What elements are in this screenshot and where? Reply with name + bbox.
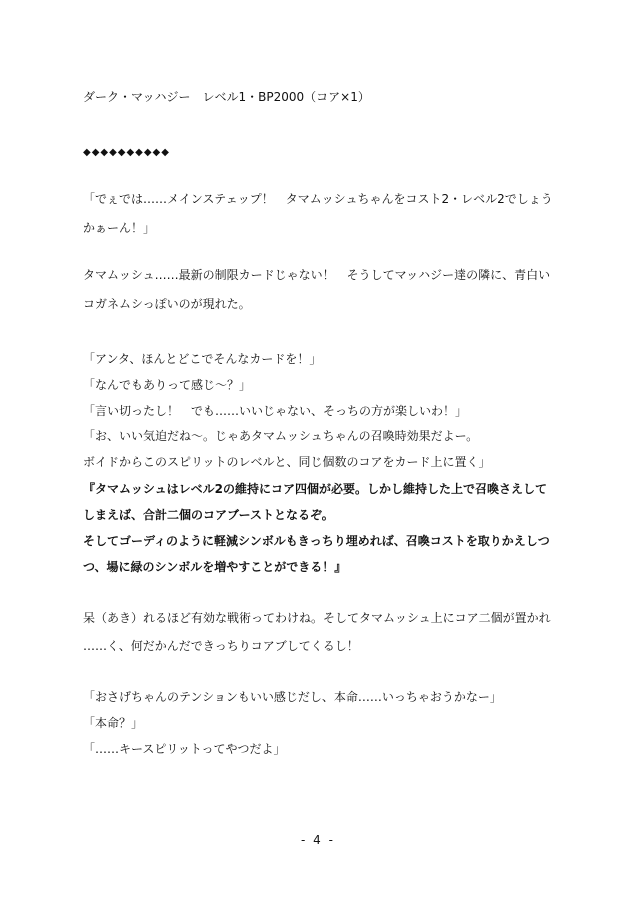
paragraph-line: ……く、何だかんだできっちりコアブしてくるし！ [83, 639, 359, 653]
dialogue-line: 「本命？」 [83, 716, 144, 730]
dialogue-line: 「言い切ったし！ でも……いいじゃない、そっちの方が楽しいわ！」 [83, 404, 468, 418]
paragraph-line: 呆（あき）れるほど有効な戦術ってわけね。そしてタマムッシュ上にコア二個が置かれ [83, 611, 551, 625]
scene-break-divider: ◆◆◆◆◆◆◆◆◆◆ [83, 147, 170, 158]
spirit-status-line: ダーク・マッハジー レベル1・BP2000（コア×1） [83, 90, 370, 104]
dialogue-line: 「お、いい気迫だね～。じゃあタマムッシュちゃんの召喚時効果だよー。 [83, 429, 479, 443]
paragraph-line: 「でぇでは……メインステェップ！ タマムッシュちゃんをコスト2・レベル2でしょう [83, 192, 553, 206]
narration-bold-line: つ、場に緑のシンボルを増やすことができる！』 [83, 560, 347, 574]
dialogue-line: 「おさげちゃんのテンションもいい感じだし、本命……いっちゃおうかなー」 [83, 690, 502, 704]
paragraph-line: コガネムシっぽいのが現れた。 [83, 297, 251, 311]
dialogue-line: 「なんでもありって感じ～？」 [83, 378, 252, 392]
paragraph-line: かぁーん！」 [83, 221, 156, 235]
page-number: - 4 - [301, 833, 335, 847]
dialogue-line: ボイドからこのスピリットのレベルと、同じ個数のコアをカード上に置く」 [83, 455, 491, 469]
dialogue-line: 「……キースピリットってやつだよ」 [83, 742, 286, 756]
narration-bold-line: そしてゴーディのように軽減シンボルもきっちり埋めれば、召喚コストを取りかえしつ [83, 534, 550, 548]
narration-bold-line: 『タマムッシュはレベル2の維持にコア四個が必要。しかし維持した上で召喚さえして [83, 482, 547, 496]
paragraph-line: タマムッシュ……最新の制限カードじゃない！ そうしてマッハジー達の隣に、青白い [83, 268, 551, 282]
dialogue-line: 「アンタ、ほんとどこでそんなカードを！」 [83, 352, 322, 366]
narration-bold-line: しまえば、合計二個のコアブーストとなるぞ。 [83, 508, 334, 522]
